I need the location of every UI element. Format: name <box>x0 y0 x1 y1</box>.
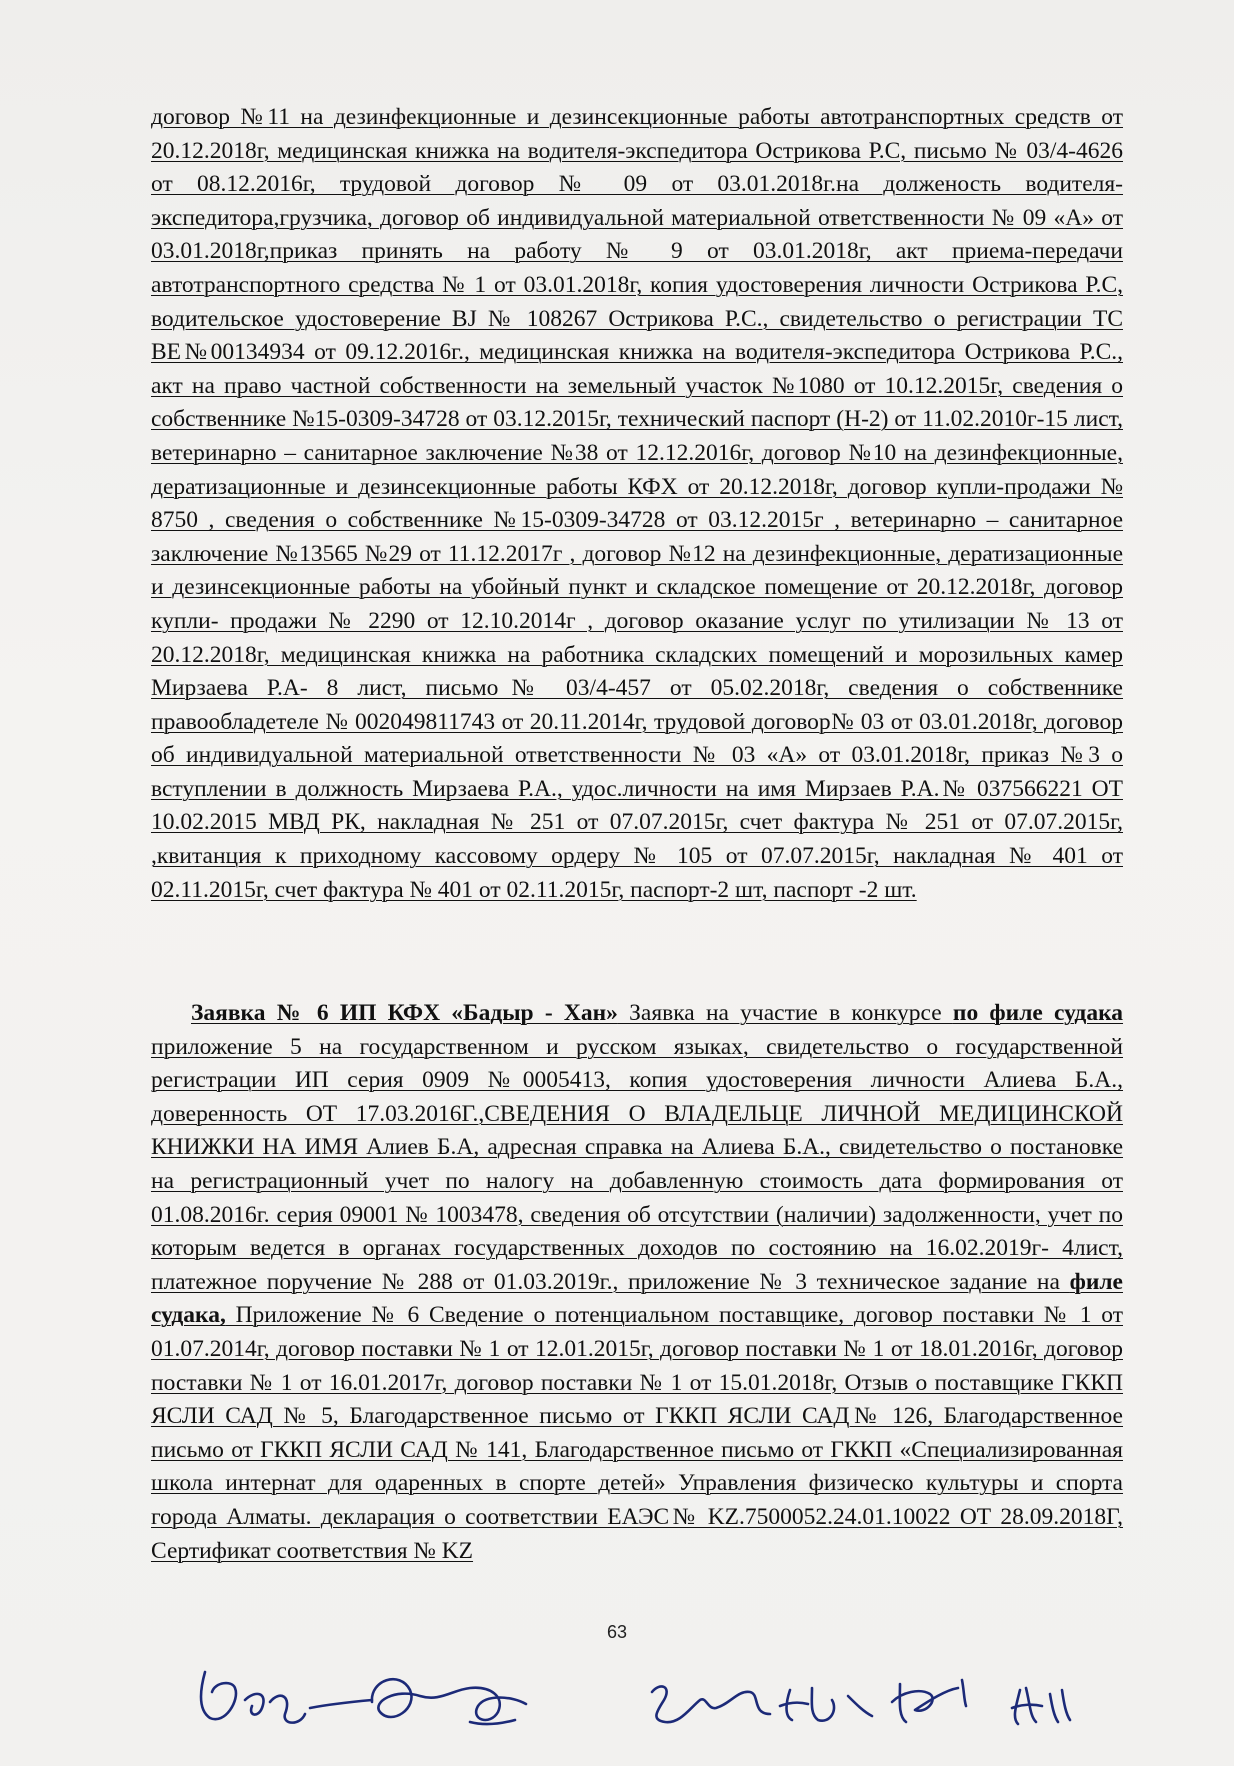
paragraph-text: Заявка на участие в конкурсе <box>617 1000 953 1026</box>
signatures-graphic <box>0 1630 1234 1740</box>
subject-bold: по филе судака <box>952 1000 1124 1026</box>
application-heading: Заявка № 6 ИП КФХ «Бадыр - Хан» <box>191 1000 618 1026</box>
paragraph-text: Приложение № 6 Сведение о потенциальном поставщике, договор поставки № 1 от 01.07.2014г, договор поставки № 1 от 12.01.2015г, договор поставки № 1 от 18.01.2016г, договор поставки № 1 от 16.01.2017г, договор поставки № 1 от 15.01.2018г, Отзыв о поставщике ГККП ЯСЛИ САД № 5, Благодарственное письмо от ГККП ЯСЛИ САД№ 126, Благодарственное письмо от ГККП ЯСЛИ САД № 141, Благодарственное письмо от ГККП «Специализированная школа интернат для одаренных в спорте детей» Управления физическо культуры и спорта города Алматы. декларация о соответствии ЕАЭС№ KZ.7500052.24.01.10022 ОТ 28.09.2018Г, Сертификат соответствия № KZ <box>151 1302 1123 1564</box>
signature-3 <box>652 1686 770 1722</box>
signature-2 <box>372 1679 526 1724</box>
page-number: 63 <box>606 1622 628 1642</box>
subject-bold: филе судака, <box>151 1268 1123 1329</box>
paragraph-text: приложение 5 на государственном и русском языках, свидетельство о государственной регистрации ИП серия 0909 №0005413, копия удостоверения личности Алиева Б.А., доверенность ОТ 17.03.2016Г.,СВЕДЕНИЯ О ВЛАДЕЛЬЦЕ ЛИЧНОЙ МЕДИЦИНСКОЙ КНИЖКИ НА ИМЯ Алиев Б.А, адресная справка на Алиева Б.А., свидетельство о постановке на регистрационный учет по налогу на добавленную стоимость дата формирования от 01.08.2016г. серия 09001 № 1003478, сведения об отсутствии (наличии) задолженности, учет по которым ведется в органах государственных доходов по состоянию на 16.02.2019г- 4лист, платежное поручение № 288 от 01.03.2019г., приложение № 3 техническое задание на <box>151 1033 1123 1295</box>
signatures-row <box>0 1630 1234 1740</box>
signature-6 <box>1012 1688 1070 1724</box>
paragraph-documents-list <box>151 101 1123 907</box>
paragraph-application-6 <box>151 997 1123 1568</box>
signature-5 <box>892 1680 966 1722</box>
paragraph-text: договор №11 на дезинфекционные и дезинсекционные работы автотранспортных средств от 20.12.2018г, медицинская книжка на водителя-экспедитора Острикова Р.С, письмо № 03/4-4626 от 08.12.2016г, трудовой договор № 09 от 03.01.2018г.на долженость водителя-экспедитора,грузчика, договор об индивидуальной материальной ответственности № 09 «А» от 03.01.2018г,приказ принять на работу № 9 от 03.01.2018г, акт приема-передачи автотранспортного средства № 1 от 03.01.2018г, копия удостоверения личности Острикова Р.С, водительское удостоверение BJ № 108267 Острикова Р.С., свидетельство о регистрации ТС ВЕ№00134934 от 09.12.2016г., медицинская книжка на водителя-экспедитора Острикова Р.С., акт на право частной собственности на земельный участок №1080 от 10.12.2015г, сведения о собственнике №15-0309-34728 от 03.12.2015г, технический паспорт (Н-2) от 11.02.2010г-15 лист, ветеринарно – санитарное заключение №38 от 12.12.2016г, договор №10 на дезинфекционные, дератизационные и дезинсекционные работы КФХ от 20.12.2018г, договор купли-продажи № 8750 , сведения о собственнике №15-0309-34728 от 03.12.2015г , ветеринарно – санитарное заключение №13565 №29 от 11.12.2017г , договор №12 на дезинфекционные, дератизационные и дезинсекционные работы на убойный пункт и складское помещение от 20.12.2018г, договор купли- продажи № 2290 от 12.10.2014г , договор оказание услуг по утилизации № 13 от 20.12.2018г, медицинская книжка на работника складских помещений и морозильных камер Мирзаева Р.А- 8 лист, письмо№ 03/4-457 от 05.02.2018г, сведения о собственнике правообладетеле № 002049811743 от 20.11.2014г, трудовой договор№ 03 от 03.01.2018г, договор об индивидуальной материальной ответственности № 03 «А» от 03.01.2018г, приказ №3 о вступлении в должность Мирзаева Р.А., удос.личности на имя Мирзаев Р.А.№ 037566221 ОТ 10.02.2015 МВД РК, накладная № 251 от 07.07.2015г, счет фактура № 251 от 07.07.2015г, ,квитанция к приходному кассовому ордеру № 105 от 07.07.2015г, накладная № 401 от 02.11.2015г, счет фактура № 401 от 02.11.2015г, паспорт-2 шт, паспорт -2 шт. <box>151 104 1123 903</box>
signature-1 <box>201 1672 372 1723</box>
signature-4 <box>780 1688 872 1721</box>
